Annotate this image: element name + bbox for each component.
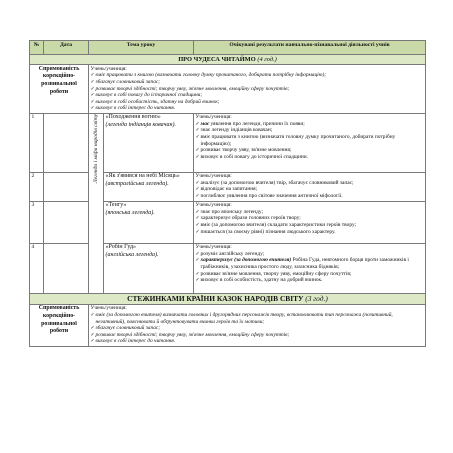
header-topic: Тема уроку — [89, 41, 194, 55]
lesson-results — [194, 243, 426, 293]
lesson-result-item — [201, 180, 424, 187]
section1-item: ✓ вміє працювати з книгою (визначати головну думку прочитаного, добирати потрібну інформацію); — [96, 72, 424, 79]
lesson-result-keyword: характеризує (за допомогою вчителя) — [200, 257, 292, 264]
lesson-result-text: виховує в собі особистість, здатну на добрий вчинок. — [200, 277, 323, 284]
section1-items — [91, 72, 424, 112]
lesson-result-text: виховує в собі повагу до історичної спадщини. — [200, 153, 309, 160]
lesson-result-item — [201, 222, 424, 229]
lesson-result-item — [201, 215, 424, 222]
header-row — [30, 41, 426, 55]
section2-lead: Учень/учениця: — [90, 305, 127, 312]
header-results: Очікувані результати навчально-пізнавальної діяльності учнів — [194, 41, 426, 55]
lesson-topic-origin: (легенда індіанців ковачан). — [105, 121, 176, 128]
lesson-result-text: відповідає на запитання; — [200, 186, 258, 193]
section2-title: СТЕЖИНКАМИ КРАЇНИ КАЗОК НАРОДІВ СВІТУ — [127, 294, 304, 304]
lesson-topic-origin: (японська легенда). — [105, 209, 155, 216]
section1-item: ✓ виховує в собі інтерес до читання. — [96, 105, 424, 112]
lesson-result-item — [201, 193, 424, 200]
section2-item: ✓ збагачує словниковий запас; — [96, 325, 424, 332]
header-num: № — [30, 41, 44, 55]
section1-title: ПРО ЧУДЕСА ЧИТАЙМО — [178, 55, 256, 63]
section2-item: ✓ виховує в собі інтерес до читання. — [96, 338, 424, 345]
genre-label: Легенди і міфи народів світу — [92, 114, 99, 184]
lesson-result-text: знає легенду індіанців ковачан; — [200, 127, 273, 134]
lesson-results-lead: Учень/учениця: — [195, 202, 232, 209]
section2-title-cell — [30, 293, 426, 304]
lesson-topic — [104, 113, 194, 172]
lesson-topic-title: «Тенгу» — [105, 202, 127, 209]
lesson-number: 4 — [30, 243, 44, 293]
lesson-result-text: уявлення про легенди, причини їх появи; — [209, 120, 305, 127]
lesson-result-item — [201, 186, 424, 193]
lesson-result-text: знає про японську легенду; — [200, 208, 263, 215]
section1-correction-row — [30, 65, 426, 113]
lesson-result-item — [201, 154, 424, 161]
lesson-topic-origin: (англійська легенда). — [105, 251, 159, 258]
section1-hours: (4 год.) — [257, 55, 277, 63]
lesson-result-text: розвиває зв'язне мовлення, творчу уяву, емоційну сферу почуттів; — [200, 270, 352, 277]
lesson-topic-origin: (австралійська легенда). — [105, 180, 169, 187]
lesson-results — [194, 113, 426, 172]
section1-correction-content — [89, 65, 426, 113]
lesson-result-text: поглиблює уявлення про світове значення античної міфології. — [200, 192, 343, 199]
lesson-result-item — [201, 127, 424, 134]
section1-row — [30, 55, 426, 65]
lesson-topic-title: «Як з'явився на небі Місяць» — [105, 173, 180, 180]
lesson-date — [44, 113, 89, 172]
lesson-result-item — [201, 147, 424, 154]
lesson-result-item — [201, 134, 424, 147]
lesson-topic — [104, 243, 194, 293]
lesson-result-text: пишається (за своєму рівні) пізнання людського характеру. — [200, 228, 336, 235]
section1-item: ✓ збагачує словниковий запас; — [96, 79, 424, 86]
lesson-result-item — [201, 121, 424, 128]
lesson-number: 1 — [30, 113, 44, 172]
lesson-result-text: аналізує (за допомогою вчителя) твір, збагачує словниковий запас; — [200, 179, 354, 186]
lesson-topic — [104, 201, 194, 243]
section1-title-cell — [30, 55, 426, 65]
lesson-number: 2 — [30, 172, 44, 201]
lesson-result-text: Робіна Гуда, невтомного борця проти заможників і грабіжників, узахисника простого люду, захисника бідняків; — [200, 257, 409, 270]
lesson-results-lead: Учень/учениця: — [195, 244, 232, 251]
lesson-results-lead: Учень/учениця: — [195, 173, 232, 180]
section2-item: ✓ розвиває творчі здібності; творчу уяву, зв'язне мовлення, емоційну сферу почуттів; — [96, 332, 424, 339]
lesson-number: 3 — [30, 201, 44, 243]
lesson-topic-title: «Походження вогню» — [105, 114, 161, 121]
lesson-results-list — [196, 121, 424, 161]
lesson-results-lead: Учень/учениця: — [195, 114, 232, 121]
header-date: Дата — [44, 41, 89, 55]
section1-item: ✓ виховує в собі повагу до історичної спадщини; — [96, 92, 424, 99]
lesson-result-item — [201, 277, 424, 284]
lesson-row — [30, 113, 426, 172]
lesson-result-text: характеризує образи головних героїв твору; — [200, 215, 301, 222]
lesson-topic — [104, 172, 194, 201]
section1-correction-label: Спрямованість корекційно-розвивальної роботи — [30, 65, 89, 113]
section2-row — [30, 293, 426, 304]
section1-lead: Учень/учениця: — [90, 65, 127, 72]
lesson-result-text: розвиває творчу уяву, зв'язне мовлення; — [200, 147, 292, 154]
lesson-result-text: розуміє англійську легенду; — [200, 250, 265, 257]
section2-items — [91, 312, 424, 345]
section2-correction-row — [30, 304, 426, 346]
lesson-results-list — [196, 180, 424, 200]
lesson-result-text: вміє працювати з книгою (визначати головну думку прочитаного, добирати потрібну інформацію); — [200, 133, 396, 147]
lesson-results — [194, 172, 426, 201]
lesson-results — [194, 201, 426, 243]
lesson-result-keyword: має — [200, 120, 210, 127]
section2-correction-label: Спрямованість корекційно-розвивальної роботи — [30, 304, 89, 346]
section2-hours: (3 год.) — [305, 294, 328, 304]
section2-item: ✓ вміє (за допомогою вчителя) визначати головних і другорядних персонажів твору, встановлювати тип персонажа (позитивний, негативний), пояснювати й обґрунтовувати вчинки героїв та їх мотиви; — [96, 312, 424, 325]
lesson-result-item — [201, 229, 424, 236]
section1-item: ✓ розвиває творчі здібності; творчу уяву, зв'язне мовлення, емоційну сферу почуттів; — [96, 86, 424, 93]
lesson-date — [44, 243, 89, 293]
section2-correction-content — [89, 304, 426, 346]
lesson-result-item — [201, 257, 424, 270]
lesson-results-list — [196, 251, 424, 284]
lesson-date — [44, 172, 89, 201]
lesson-topic-title: «Робін Гуд» — [105, 244, 137, 251]
genre-cell — [89, 113, 104, 293]
lesson-date — [44, 201, 89, 243]
lesson-result-text: вміє (за допомогою вчителя) складати характеристики героїв твору; — [200, 221, 357, 228]
lesson-rows — [30, 113, 426, 293]
section1-item: ✓ виховує в собі особистість, здатну на добрий вчинок; — [96, 99, 424, 106]
lesson-results-list — [196, 209, 424, 235]
lesson-plan-table — [29, 40, 426, 347]
